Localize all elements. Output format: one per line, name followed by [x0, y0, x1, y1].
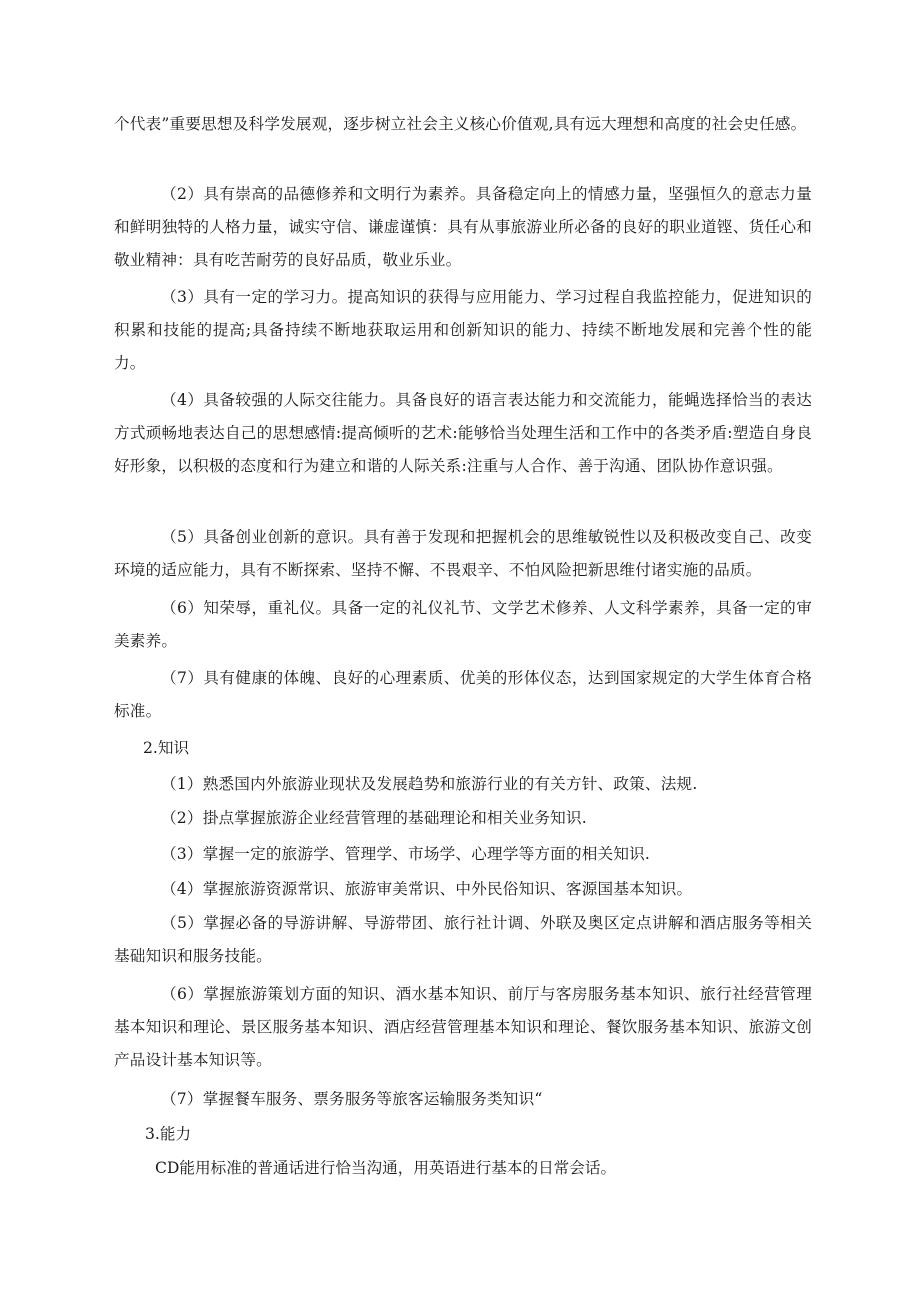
paragraph-knowledge-4: （4）掌握旅游资源常识、旅游审美常识、中外民俗知识、客源国基本知识。 [161, 880, 693, 898]
paragraph-knowledge-2: （2）掛点掌握旅游企业经营管理的基础理论和相关业务知识. [161, 809, 587, 827]
paragraph-knowledge-5: （5）掌握必备的导游讲解、导游带团、旅行社计调、外联及奥区定点讲解和酒店服务等相关基础知识和服务技能。 [114, 914, 812, 965]
paragraph-quality-7: （7）具有健康的体魄、良好的心理素质、优美的形体仪态，达到国家规定的大学生体育合格标准。 [114, 669, 812, 720]
section-heading-knowledge: 2.知识 [143, 739, 190, 757]
section-heading-ability: 3.能力 [145, 1125, 192, 1143]
paragraph-knowledge-3: （3）掌握一定的旅游学、管理学、市场学、心理学等方面的相关知识. [161, 845, 651, 863]
paragraph-quality-2: （2）具有崇高的品德修养和文明行为素养。具备稳定向上的情感力量，坚强恒久的意志力量和鲜明独特的人格力量，诚实守信、谦虚谨慎：具有从事旅游业所必备的良好的职业道铿、货任心和敬业精神：具有吃苦耐劳的良好品质，敬业乐业。 [114, 185, 812, 269]
paragraph-quality-3: （3）具有一定的学习力。提高知识的获得与应用能力、学习过程自我监控能力，促进知识的积累和技能的提高;具备持续不断地获取运用和创新知识的能力、持续不断地发展和完善个性的能力。 [114, 288, 812, 372]
paragraph-knowledge-6: （6）掌握旅游策划方面的知识、酒水基本知识、前厅与客房服务基本知识、旅行社经营管理基本知识和理论、景区服务基本知识、酒店经营管理基本知识和理论、餐饮服务基本知识、旅游文创产品设计基本知识等。 [114, 985, 812, 1069]
paragraph-quality-6: （6）知荣辱，重礼仪。具备一定的礼仪礼节、文学艺术修养、人文科学素养，具备一定的审美素养。 [114, 599, 812, 650]
paragraph-ability-1: CD能用标准的普通话进行恰当沟通，用英语进行基本的日常会话。 [155, 1159, 617, 1177]
paragraph-knowledge-7: （7）掌握餐车服务、票务服务等旅客运输服务类知识“ [161, 1090, 543, 1108]
paragraph-quality-4: （4）具备较强的人际交往能力。具备良好的语言表达能力和交流能力，能蝇选择恰当的表达方式顽畅地表达自己的思想感情:提高倾听的艺术:能够恰当处理生活和工作中的各类矛盾:塑造自身良好形象，以积极的态度和行为建立和谐的人际关系:注重与人合作、善于沟通、团队协作意识强。 [114, 391, 812, 475]
paragraph-values-continuation: 个代表”重要思想及科学发展观，逐步树立社会主义核心价值观,具有远大理想和高度的社会史任感。 [114, 115, 807, 133]
paragraph-knowledge-1: （1）熟悉国内外旅游业现状及发展趋势和旅游行业的有关方针、政策、法规. [161, 775, 698, 793]
paragraph-quality-5: （5）具备创业创新的意识。具有善于发现和把握机会的思维敏锐性以及积极改变自己、改变环境的适应能力，具有不断探索、坚持不懈、不畏艰辛、不怕风险把新思维付诸实施的品质。 [114, 528, 812, 579]
